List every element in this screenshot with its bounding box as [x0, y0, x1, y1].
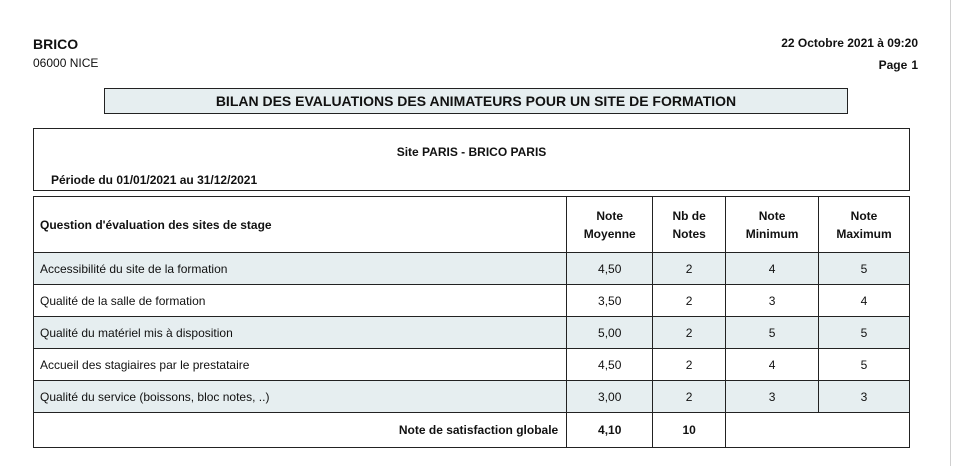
- total-avg: 4,10: [567, 413, 653, 448]
- header-avg-line2: Moyenne: [583, 226, 636, 241]
- row-avg: 4,50: [567, 253, 653, 285]
- row-question: Qualité du matériel mis à disposition: [34, 317, 567, 349]
- row-question: Accessibilité du site de la formation: [34, 253, 567, 285]
- row-question: Accueil des stagiaires par le prestataire: [34, 349, 567, 381]
- table-row: [34, 285, 910, 317]
- table-row: [34, 253, 910, 285]
- header-count-line2: Notes: [672, 226, 706, 241]
- page-number: [879, 58, 918, 72]
- row-min: 3: [726, 381, 819, 413]
- header-min: [726, 197, 819, 253]
- header-max-line1: Note: [850, 208, 878, 223]
- row-avg: 4,50: [567, 349, 653, 381]
- total-count: 10: [653, 413, 726, 448]
- row-max: 5: [819, 253, 910, 285]
- row-min: 3: [726, 285, 819, 317]
- row-avg: 3,00: [567, 381, 653, 413]
- header-question: Question d'évaluation des sites de stage: [34, 197, 567, 253]
- company-city: 06000 NICE: [33, 56, 99, 70]
- period-text: Période du 01/01/2021 au 31/12/2021: [51, 173, 258, 187]
- row-avg: 3,50: [567, 285, 653, 317]
- row-max: 5: [819, 317, 910, 349]
- row-count: 2: [653, 381, 726, 413]
- row-question: Qualité du service (boissons, bloc notes, ..): [34, 381, 567, 413]
- header-min-line2: Minimum: [745, 226, 799, 241]
- row-count: 2: [653, 349, 726, 381]
- header-count: [653, 197, 726, 253]
- page-label: Page: [878, 58, 908, 72]
- header-max-line2: Maximum: [836, 226, 892, 241]
- table-row: [34, 349, 910, 381]
- evaluation-table: [33, 196, 910, 448]
- total-row: [34, 413, 910, 448]
- report-title: BILAN DES EVALUATIONS DES ANIMATEURS POUR UN SITE DE FORMATION: [104, 88, 848, 114]
- table-header-row: [34, 197, 910, 253]
- row-min: 5: [726, 317, 819, 349]
- row-max: 4: [819, 285, 910, 317]
- row-count: 2: [653, 253, 726, 285]
- header-max: [819, 197, 910, 253]
- header-count-line1: Nb de: [672, 208, 706, 223]
- row-min: 4: [726, 253, 819, 285]
- total-empty-cell: [726, 413, 910, 448]
- header-min-line1: Note: [758, 208, 786, 223]
- site-name: Site PARIS - BRICO PARIS: [396, 145, 547, 159]
- row-question: Qualité de la salle de formation: [34, 285, 567, 317]
- row-min: 4: [726, 349, 819, 381]
- row-avg: 5,00: [567, 317, 653, 349]
- row-count: 2: [653, 317, 726, 349]
- total-label: Note de satisfaction globale: [34, 413, 567, 448]
- header-avg-line1: Note: [596, 208, 624, 223]
- company-name: BRICO: [33, 36, 79, 52]
- site-info-box: [33, 128, 910, 191]
- row-max: 5: [819, 349, 910, 381]
- page-number-value: 1: [911, 58, 918, 72]
- table-row: [34, 381, 910, 413]
- row-max: 3: [819, 381, 910, 413]
- table-row: [34, 317, 910, 349]
- header-avg: [567, 197, 653, 253]
- row-count: 2: [653, 285, 726, 317]
- report-datetime: 22 Octobre 2021 à 09:20: [781, 36, 918, 50]
